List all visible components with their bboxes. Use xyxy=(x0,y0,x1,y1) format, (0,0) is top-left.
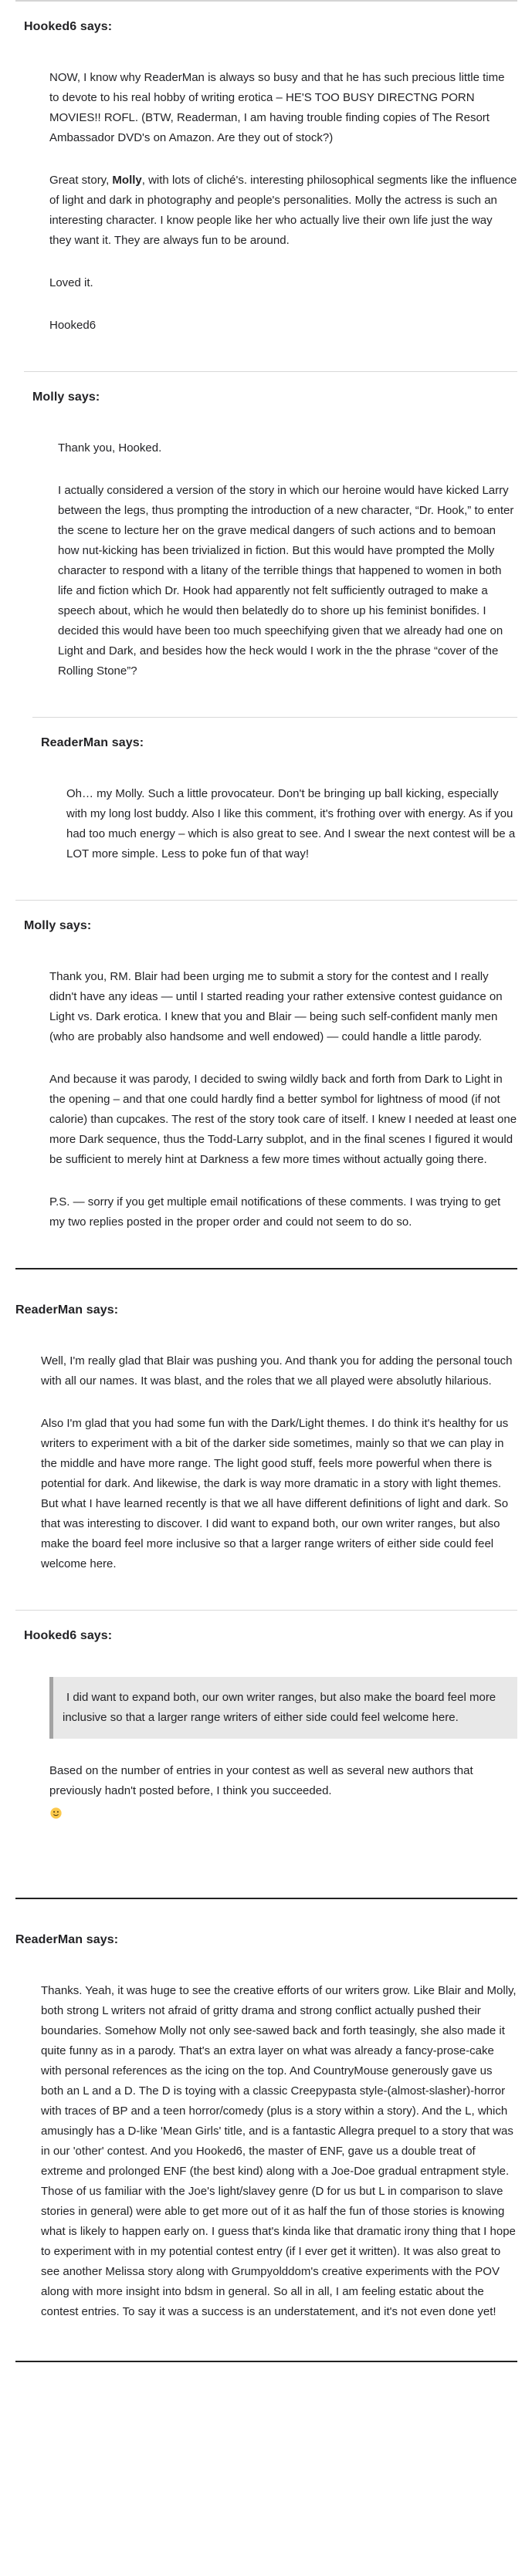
paragraph-text: Based on the number of entries in your contest as well as several new authors that previously hadn't posted before, I think you succeeded. xyxy=(49,1764,473,1797)
comment-paragraph xyxy=(49,967,517,1047)
comment-author: ReaderMan says: xyxy=(41,736,144,749)
comment-inner xyxy=(24,20,517,336)
comment-inner xyxy=(15,1933,517,2322)
paragraph-text: Thank you, Hooked. xyxy=(58,441,162,455)
paragraph-text: Well, I'm really glad that Blair was pushing you. And thank you for adding the personal touch with all our names. It was blast, and the roles that we all played were absolutly hilarious. xyxy=(41,1354,513,1388)
comment-body xyxy=(49,967,517,1232)
comments-list xyxy=(15,0,517,2358)
comment xyxy=(15,371,517,717)
comment-blockquote: I did want to expand both, our own writer ranges, but also make the board feel more inclusive so that a larger range writers of either side could feel welcome here. xyxy=(49,1677,517,1739)
comment-divider xyxy=(15,0,517,2)
comment-divider xyxy=(15,900,517,901)
comment-paragraph xyxy=(49,273,517,293)
comment-body xyxy=(41,1981,517,2322)
comment xyxy=(15,1898,517,2358)
comment-body xyxy=(58,438,517,681)
comment xyxy=(15,717,517,900)
comment-author: Molly says: xyxy=(32,390,100,404)
comment-paragraph xyxy=(41,1351,517,1391)
comment-paragraph xyxy=(66,784,517,864)
comment-paragraph xyxy=(49,1070,517,1170)
comment-divider xyxy=(32,717,517,718)
emoji-row xyxy=(50,1807,517,1819)
comment-paragraph xyxy=(58,481,517,681)
comment-paragraph xyxy=(58,438,517,458)
paragraph-text: Thank you, RM. Blair had been urging me to submit a story for the contest and I really didn't have any ideas — until I started reading your rather extensive contest guidance on Light vs. Dark erotica. I knew that you and Blair — being such self-confident manly men (who are probably also handsome and well endowed) — could handle a little parody. xyxy=(49,970,503,1043)
paragraph-text: Loved it. xyxy=(49,276,93,289)
bold-name-text: Molly xyxy=(112,174,142,187)
comment-body xyxy=(49,1677,517,1819)
paragraph-text: P.S. — sorry if you get multiple email notifications of these comments. I was trying to get my two replies posted in the proper order and could not seem to do so. xyxy=(49,1195,501,1229)
comment-body xyxy=(41,1351,517,1574)
comment-inner xyxy=(24,1629,517,1819)
comment-paragraph xyxy=(49,1192,517,1232)
paragraph-text: Thanks. Yeah, it was huge to see the creative efforts of our writers grow. Like Blair and Molly, both strong L writers not afraid of gritty drama and strong conflict actually pushed their boundaries. Somehow Molly not only see-sawed back and forth teasingly, she also made it quite funny as in a parody. That's an extra layer on what was already a fancy-prose-cake with personal references as the icing on the top. And CountryMouse generously gave us both an L and a D. The D is toying with a classic Creepypasta style-(almost-slasher)-horror with traces of BP and a teen horror/comedy (plus is a story within a story). And the L, which amusingly has a D-like 'Mean Girls' title, and is a fantastic Allegra prequel to a story that was in our 'other' contest. And you Hooked6, the master of ENF, gave us a double treat of extreme and prolonged ENF (the best kind) along with a Joe-Doe gradual entrapment style. Those of us familiar with the Joe's light/slavey genre (D for us but L in comparison to slave stories in general) were able to get more out of it as half the fun of those stories is knowing what is likely to happen early on. I guess that's kinda like that dramatic irony thing that I hope to experiment with in my potential contest entry (if I ever get it written). It was also great to see another Melissa story along with Grumpyolddom's creative experiments with the POV along with more insight into bdsm in general. So all in all, I am feeling estatic about the contest entries. To say it was a success is an understatement, and it's not even done yet! xyxy=(41,1984,517,2318)
bottom-thread-divider xyxy=(15,2361,517,2362)
paragraph-text: NOW, I know why ReaderMan is always so busy and that he has such precious little time to devote to his real hobby of writing erotica – HE'S TOO BUSY DIRECTNG PORN MOVIES!! ROFL. (BTW, Readerman, I am having trouble finding copies of The Resort Ambassador DVD's on Amazon. Are they out of stock?) xyxy=(49,71,505,144)
comment xyxy=(15,900,517,1268)
thread-divider xyxy=(15,1898,517,1899)
comment-divider xyxy=(15,1610,517,1611)
comment-body xyxy=(66,784,517,864)
comment-paragraph xyxy=(49,1761,517,1801)
comment-author: ReaderMan says: xyxy=(15,1303,119,1317)
comment-inner xyxy=(24,919,517,1232)
comment-paragraph xyxy=(41,1981,517,2322)
paragraph-text: , with lots of cliché's. interesting philosophical segments like the influence of light and dark in photography and people's personalities. Molly the actress is such an interesting character. I know people like her who actually live their own life just the way they want it. They are always fun to be around. xyxy=(49,174,517,247)
comment-author: Hooked6 says: xyxy=(24,20,113,33)
comment xyxy=(15,1268,517,1610)
comment-paragraph xyxy=(49,68,517,148)
thread-divider xyxy=(15,1268,517,1269)
smiley-emoji xyxy=(50,1807,62,1819)
comment-divider xyxy=(24,371,517,372)
paragraph-text: Oh… my Molly. Such a little provocateur. Don't be bringing up ball kicking, especially with my long lost buddy. Also I like this comment, it's frothing over with energy. As if you had too much energy – which is also great to see. And I swear the next contest will be a LOT more simple. Less to poke fun of that way! xyxy=(66,787,516,860)
comment-paragraph xyxy=(49,316,517,336)
paragraph-text: And because it was parody, I decided to swing wildly back and forth from Dark to Light in the opening – and that one could hardly find a better symbol for lightness of mood (if not calorie) than cupcakes. The rest of the story took care of itself. I knew I needed at least one more Dark sequence, thus the Todd-Larry subplot, and in the final scenes I figured it would be sufficient to merely hint at Darkness a few more times without actually going there. xyxy=(49,1073,517,1166)
comment-author: ReaderMan says: xyxy=(15,1933,119,1946)
comment-author: Hooked6 says: xyxy=(24,1629,113,1642)
comment-inner xyxy=(32,390,517,681)
comment-inner xyxy=(15,1303,517,1574)
comment-paragraph xyxy=(49,171,517,251)
comment-author: Molly says: xyxy=(24,919,92,932)
paragraph-text: I actually considered a version of the story in which our heroine would have kicked Larry between the legs, thus prompting the introduction of a new character, “Dr. Hook,” to enter the scene to lecture her on the grave medical dangers of such actions and to bemoan how nut-kicking has been trivialized in fiction. But this would have prompted the Molly character to respond with a litany of the terrible things that happened to women in both life and fiction which Dr. Hook had apparently not felt sufficiently outraged to make a speech about, which he would then belatedly do to shore up his feminist bonifides. I decided this would have been too much speechifying given that we already had one on Light and Dark, and besides how the heck would I work in the the phrase “cover of the Rolling Stone”? xyxy=(58,484,514,678)
comment xyxy=(15,0,517,371)
paragraph-text: Great story, xyxy=(49,174,113,187)
paragraph-text: Hooked6 xyxy=(49,319,97,332)
comment-paragraph xyxy=(41,1414,517,1574)
comment-inner xyxy=(41,736,517,864)
paragraph-text: Also I'm glad that you had some fun with the Dark/Light themes. I do think it's healthy for us writers to experiment with a bit of the darker side sometimes, mainly so that we can play in the middle and have more range. The light good stuff, feels more powerful when there is potential for dark. And likewise, the dark is way more dramatic in a story with light themes. But what I have learned recently is that we all have different definitions of light and dark. So that was interesting to discover. I did want to expand both, our own writer ranges, but also make the board feel more inclusive so that a larger range writers of either side could feel welcome here. xyxy=(41,1417,509,1570)
comment xyxy=(15,1610,517,1898)
comment-body xyxy=(49,68,517,336)
